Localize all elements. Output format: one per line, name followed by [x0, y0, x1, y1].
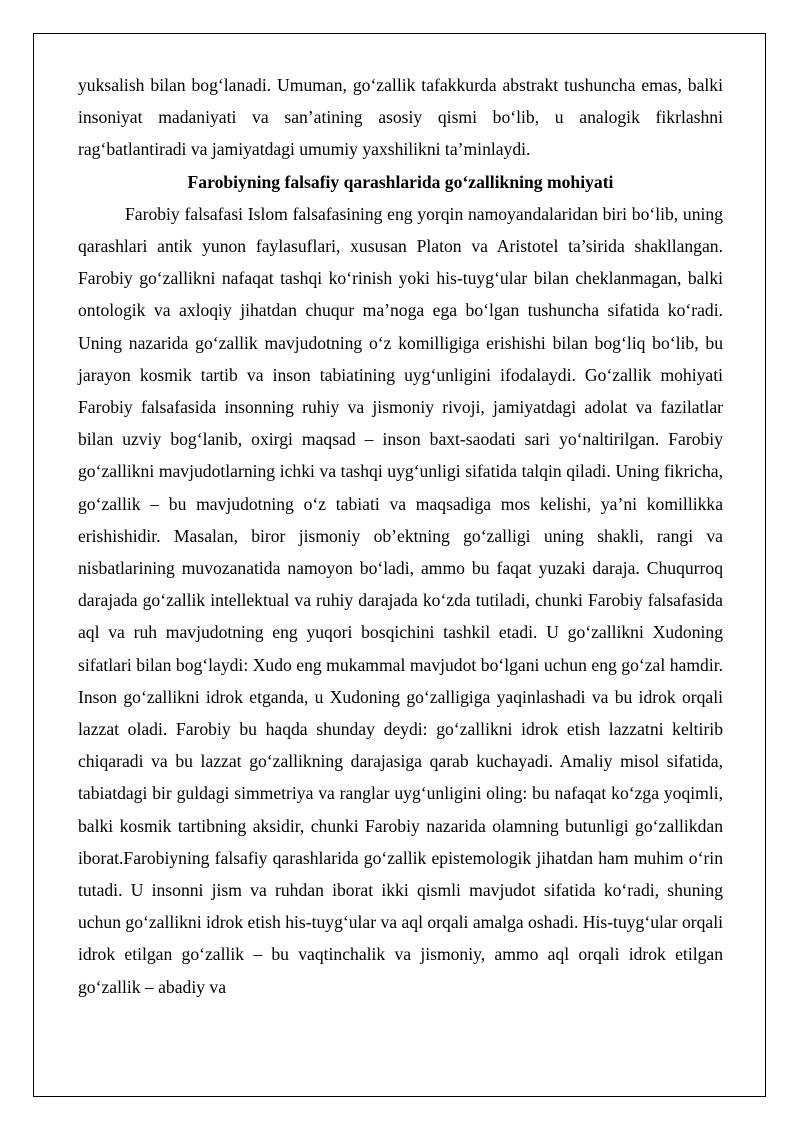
paragraph-continuation: yuksalish bilan bogʻlanadi. Umuman, goʻzallik tafakkurda abstrakt tushuncha emas, balki insoniyat madaniyati va san’atining asosiy qismi boʻlib, u analogik fikrlashni ragʻbatlantiradi va jamiyatdagi umumiy yaxshilikni ta’minlaydi.: [78, 75, 723, 160]
document-body: [78, 69, 723, 1003]
section-heading: Farobiyning falsafiy qarashlarida goʻzallikning mohiyati: [187, 171, 614, 192]
paragraph-main: Farobiy falsafasi Islom falsafasining eng yorqin namoyandalaridan biri boʻlib, uning qarashlari antik yunon faylasuflari, xususan Platon va Aristotel ta’sirida shakllangan. Farobiy goʻzallikni nafaqat tashqi koʻrinish yoki his-tuygʻular bilan cheklanmagan, balki ontologik va axloqiy jihatdan chuqur ma’noga ega boʻlgan tushuncha sifatida koʻradi. Uning nazarida goʻzallik mavjudotning oʻz komilligiga erishishi bilan bogʻliq boʻlib, bu jarayon kosmik tartib va inson tabiatining uygʻunligini ifodalaydi. Goʻzallik mohiyati Farobiy falsafasida insonning ruhiy va jismoniy rivoji, jamiyatdagi adolat va fazilatlar bilan uzviy bogʻlanib, oxirgi maqsad – inson baxt-saodati sari yoʻnaltirilgan. Farobiy goʻzallikni mavjudotlarning ichki va tashqi uygʻunligi sifatida talqin qiladi. Uning fikricha, goʻzallik – bu mavjudotning oʻz tabiati va maqsadiga mos kelishi, ya’ni komillikka erishishidir. Masalan, biror jismoniy ob’ektning goʻzalligi uning shakli, rangi va nisbatlarining muvozanatida namoyon boʻladi, ammo bu faqat yuzaki daraja. Chuqurroq darajada goʻzallik intellektual va ruhiy darajada koʻzda tutiladi, chunki Farobiy falsafasida aql va ruh mavjudotning eng yuqori bosqichini tashkil etadi. U goʻzallikni Xudoning sifatlari bilan bogʻlaydi: Xudo eng mukammal mavjudot boʻlgani uchun eng goʻzal hamdir. Inson goʻzallikni idrok etganda, u Xudoning goʻzalligiga yaqinlashadi va bu idrok orqali lazzat oladi. Farobiy bu haqda shunday deydi: goʻzallikni idrok etish lazzatni keltirib chiqaradi va bu lazzat goʻzallikning darajasiga qarab kuchayadi. Amaliy misol sifatida, tabiatdagi bir guldagi simmetriya va ranglar uygʻunligini oling: bu nafaqat koʻzga yoqimli, balki kosmik tartibning aksidir, chunki Farobiy nazarida olamning butunligi goʻzallikdan iborat.Farobiyning falsafiy qarashlarida goʻzallik epistemologik jihatdan ham muhim oʻrin tutadi. U insonni jism va ruhdan iborat ikki qismli mavjudot sifatida koʻradi, shuning uchun goʻzallikni idrok etish his-tuygʻular va aql orqali amalga oshadi. His-tuygʻular orqali idrok etilgan goʻzallik – bu vaqtinchalik va jismoniy, ammo aql orqali idrok etilgan goʻzallik – abadiy va: [78, 203, 723, 997]
